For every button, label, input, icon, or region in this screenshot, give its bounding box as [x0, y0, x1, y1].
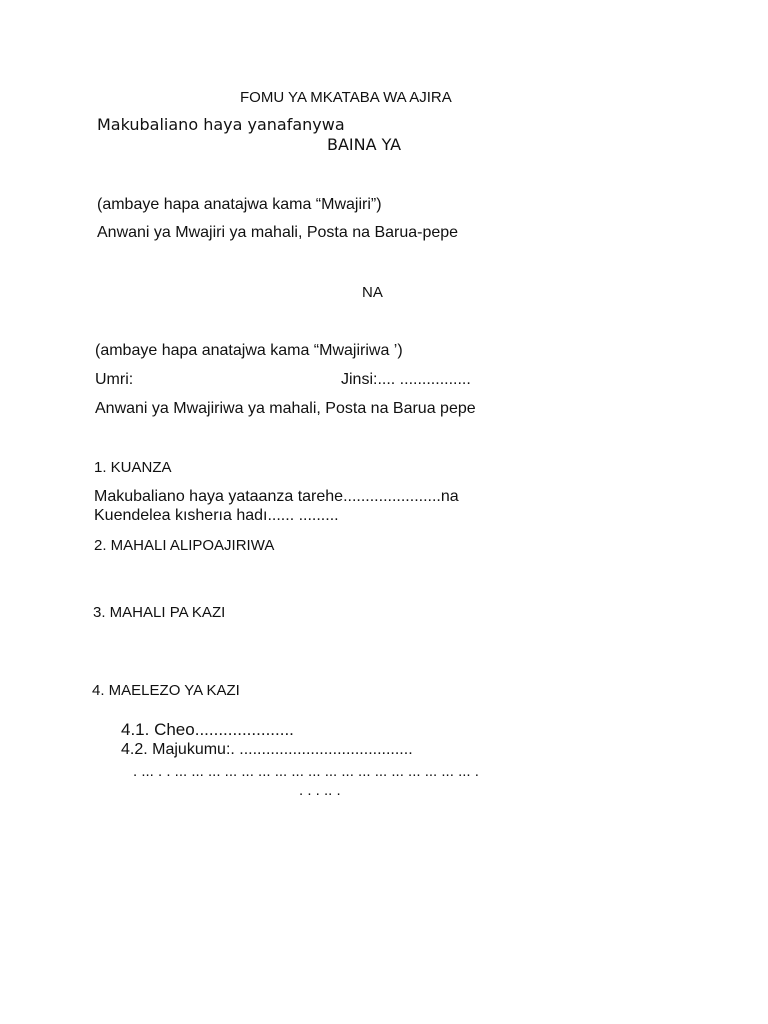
- section-4-2-duties-field: 4.2. Majukumu:. .......................................: [121, 741, 413, 758]
- intro-line-2: BAINA YA: [327, 135, 402, 154]
- employee-address-label: Anwani ya Mwajiriwa ya mahali, Posta na Barua pepe: [95, 400, 476, 417]
- section-4-heading: 4. MAELEZO YA KAZI: [92, 682, 240, 699]
- intro-line-1: Makubaliano haya yanafanywa: [97, 115, 345, 134]
- employer-alias: (ambaye hapa anatajwa kama “Mwajiri”): [97, 196, 382, 213]
- section-4-dots-line-1: . ... . . ... ... ... ... ... ... ... ... ... ... ... ... ... ... ... ... ... ... .: [133, 763, 479, 780]
- employer-address-label: Anwani ya Mwajiri ya mahali, Posta na Barua-pepe: [97, 224, 459, 241]
- document-title: FOMU YA MKATABA WA AJIRA: [240, 89, 452, 106]
- section-1-line-2: Kuendelea kısherıa hadı...... .........: [94, 507, 339, 524]
- section-4-dots-line-2: . . . .. .: [299, 782, 341, 799]
- section-4-1-title-field: 4.1. Cheo.....................: [121, 720, 294, 739]
- gender-label: Jinsi:.... ................: [341, 371, 471, 388]
- section-1-heading: 1. KUANZA: [94, 459, 172, 476]
- section-1-line-1: Makubaliano haya yataanza tarehe......................na: [94, 488, 459, 505]
- employee-alias: (ambaye hapa anatajwa kama “Mwajiriwa ’): [95, 342, 403, 359]
- section-2-heading: 2. MAHALI ALIPOAJIRIWA: [94, 537, 275, 554]
- age-label: Umri:: [95, 371, 134, 388]
- section-3-heading: 3. MAHALI PA KAZI: [93, 604, 226, 621]
- and-separator: NA: [362, 284, 383, 301]
